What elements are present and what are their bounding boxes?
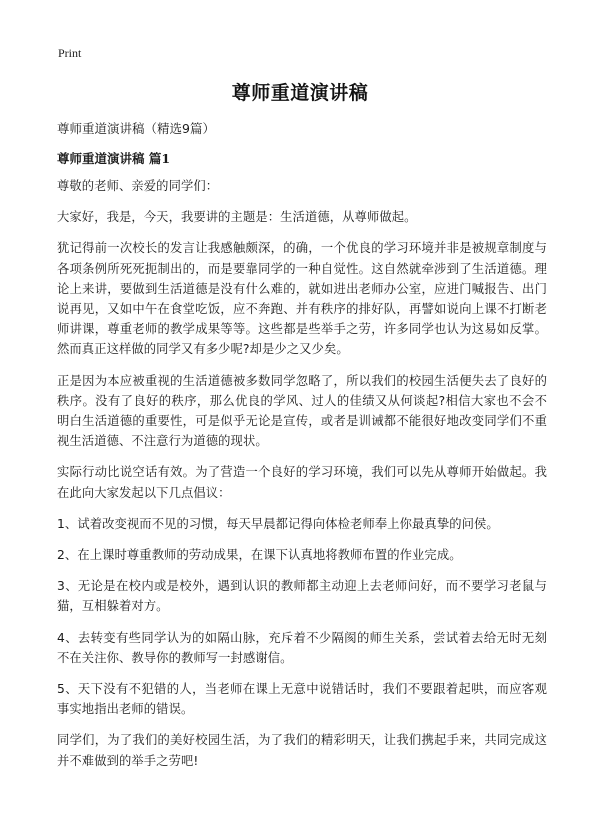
proposal-item-4: 4、去转变有些同学认为的如隔山脉，充斥着不少隔阂的师生关系，尝试着去给无时无刻不在关注你、教导你的教师写一封感谢信。 xyxy=(57,630,547,665)
paragraph-greeting: 尊敬的老师、亲爱的同学们： xyxy=(57,179,219,193)
document-subtitle: 尊师重道演讲稿（精选9篇） xyxy=(57,121,215,136)
proposal-item-5: 5、天下没有不犯错的人，当老师在课上无意中说错话时，我们不要跟着起哄，而应客观事实地指出老师的错误。 xyxy=(57,682,547,717)
paragraph-body-3: 实际行动比说空话有效。为了营造一个良好的学习环境，我们可以先从尊师开始做起。我在此向大家发起以下几点倡议： xyxy=(57,465,547,500)
paragraph-closing: 同学们，为了我们的美好校园生活，为了我们的精彩明天，让我们携起手来，共同完成这并不难做到的举手之劳吧! xyxy=(57,733,547,768)
document-body xyxy=(57,118,547,782)
print-link[interactable]: Print xyxy=(58,46,82,60)
page-title: 尊师重道演讲稿 xyxy=(231,82,369,104)
section-heading: 尊师重道演讲稿 篇1 xyxy=(57,151,171,166)
proposal-item-3: 3、无论是在校内或是校外，遇到认识的教师都主动迎上去老师问好，而不要学习老鼠与猫，互相躲着对方。 xyxy=(57,579,547,614)
paragraph-intro: 大家好，我是，今天，我要讲的主题是：生活道德，从尊师做起。 xyxy=(57,210,417,225)
paragraph-body-1: 犹记得前一次校长的发言让我感触颇深，的确，一个优良的学习环境并非是被规章制度与各项条例所死死扼制出的，而是要靠同学的一种自觉性。这自然就牵涉到了生活道德。理论上来讲，要做到生活道德是没有什么难的，就如进出老师办公室，应进门喊报告、出门说再见，又如中午在食堂吃饭，应不奔跑、并有秩序的排好队，再譬如说向上课不打断老师讲课，尊重老师的教学成果等等。这些都是些举手之劳，许多同学也认为这易如反掌。然而真正这样做的同学又有多少呢?却是少之又少矣。 xyxy=(57,241,547,357)
proposal-item-2: 2、在上课时尊重教师的劳动成果，在课下认真地将教师布置的作业完成。 xyxy=(57,548,462,563)
proposal-item-1: 1、试着改变视而不见的习惯，每天早晨都记得向体检老师奉上你最真挚的问侯。 xyxy=(57,516,499,531)
paragraph-body-2: 正是因为本应被重视的生活道德被多数同学忽略了，所以我们的校园生活便失去了良好的秩序。没有了良好的秩序，那么优良的学风、过人的佳绩又从何谈起?相信大家也不会不明白生活道德的重要性，可是似乎无论是宣传，或者是训诫都不能很好地改变同学们不重视生活道德、不注意行为道德的现状。 xyxy=(57,373,547,449)
